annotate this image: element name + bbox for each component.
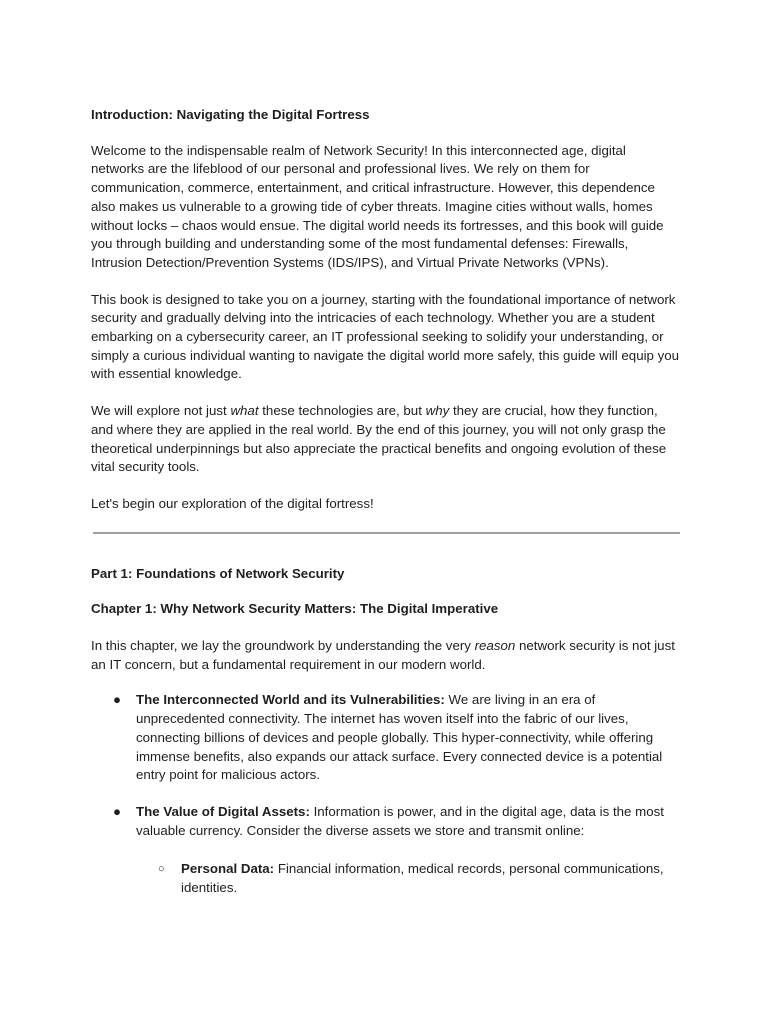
intro-paragraph-2: This book is designed to take you on a journey, starting with the foundational importance of network security and gradually delving into the intricacies of each technology. Whether you are a student embarking on a cybersecurity career, an IT professional seeking to solidify your understanding, or simply a curious individual wanting to navigate the digital world more safely, this guide will equip you with essential knowledge. — [91, 291, 680, 382]
chapter-title: Chapter 1: Why Network Security Matters: The Digital Imperative — [91, 601, 499, 617]
list-item-label: The Interconnected World and its Vulnerabilities: — [136, 692, 445, 708]
intro-paragraph-1: Welcome to the indispensable realm of Network Security! In this interconnected age, digital networks are the lifeblood of our personal and professional lives. We rely on them for communication, commerce, entertainment, and critical infrastructure. However, this dependence also makes us vulnerable to a growing tide of cyber threats. Imagine cities without walls, homes without locks – chaos would ensue. The digital world needs its fortresses, and this book will guide you through building and understanding some of the most fundamental defenses: Firewalls, Intrusion Detection/Prevention Systems (IDS/IPS), and Virtual Private Networks (VPNs). — [91, 142, 664, 270]
sub-list-item — [136, 860, 681, 897]
sub-list-item-text: Financial information, medical records, personal communications, identities. — [181, 861, 664, 896]
chapter-intro — [91, 637, 681, 674]
emphasis-reason: reason — [474, 638, 516, 654]
intro-paragraph-3 — [91, 402, 681, 477]
list-item-text: We are living in an era of unprecedented connectivity. The internet has woven itself into the fabric of our lives, connecting billions of devices and people globally. This hyper-connectivity, while offering immense benefits, also expands our attack surface. Every connected device is a potential entry point for malicious actors. — [136, 692, 663, 783]
section-divider — [93, 532, 680, 534]
chapter-bullet-list — [91, 691, 681, 897]
sub-list — [136, 860, 681, 897]
text-run: these technologies are, but — [258, 403, 426, 419]
text-run: We will explore not just — [91, 403, 231, 419]
bullet-icon: ● — [113, 803, 122, 819]
emphasis-why: why — [425, 403, 450, 419]
sub-list-item-label: Personal Data: — [181, 861, 275, 877]
part-title: Part 1: Foundations of Network Security — [91, 565, 345, 581]
document-page — [91, 106, 681, 916]
intro-title: Introduction: Navigating the Digital Fortress — [91, 107, 370, 122]
intro-paragraph-4: Let's begin our exploration of the digital fortress! — [91, 495, 374, 511]
text-run: In this chapter, we lay the groundwork by understanding the very — [91, 638, 475, 654]
list-item — [91, 803, 681, 898]
bullet-icon: ● — [113, 692, 122, 708]
list-item-label: The Value of Digital Assets: — [136, 803, 310, 819]
emphasis-what: what — [230, 403, 259, 419]
text-run: network security is not just an IT concern, but a fundamental requirement in our modern world. — [91, 638, 675, 672]
hollow-bullet-icon: ○ — [158, 863, 165, 876]
list-item — [91, 691, 681, 785]
text-run: they are crucial, how they function, and where they are applied in the real world. By the end of this journey, you will not only grasp the theoretical underpinnings but also appreciate the practical benefits and ongoing evolution of these vital security tools. — [91, 403, 667, 475]
list-item-text: Information is power, and in the digital age, data is the most valuable currency. Consider the diverse assets we store and transmit online: — [136, 803, 664, 838]
